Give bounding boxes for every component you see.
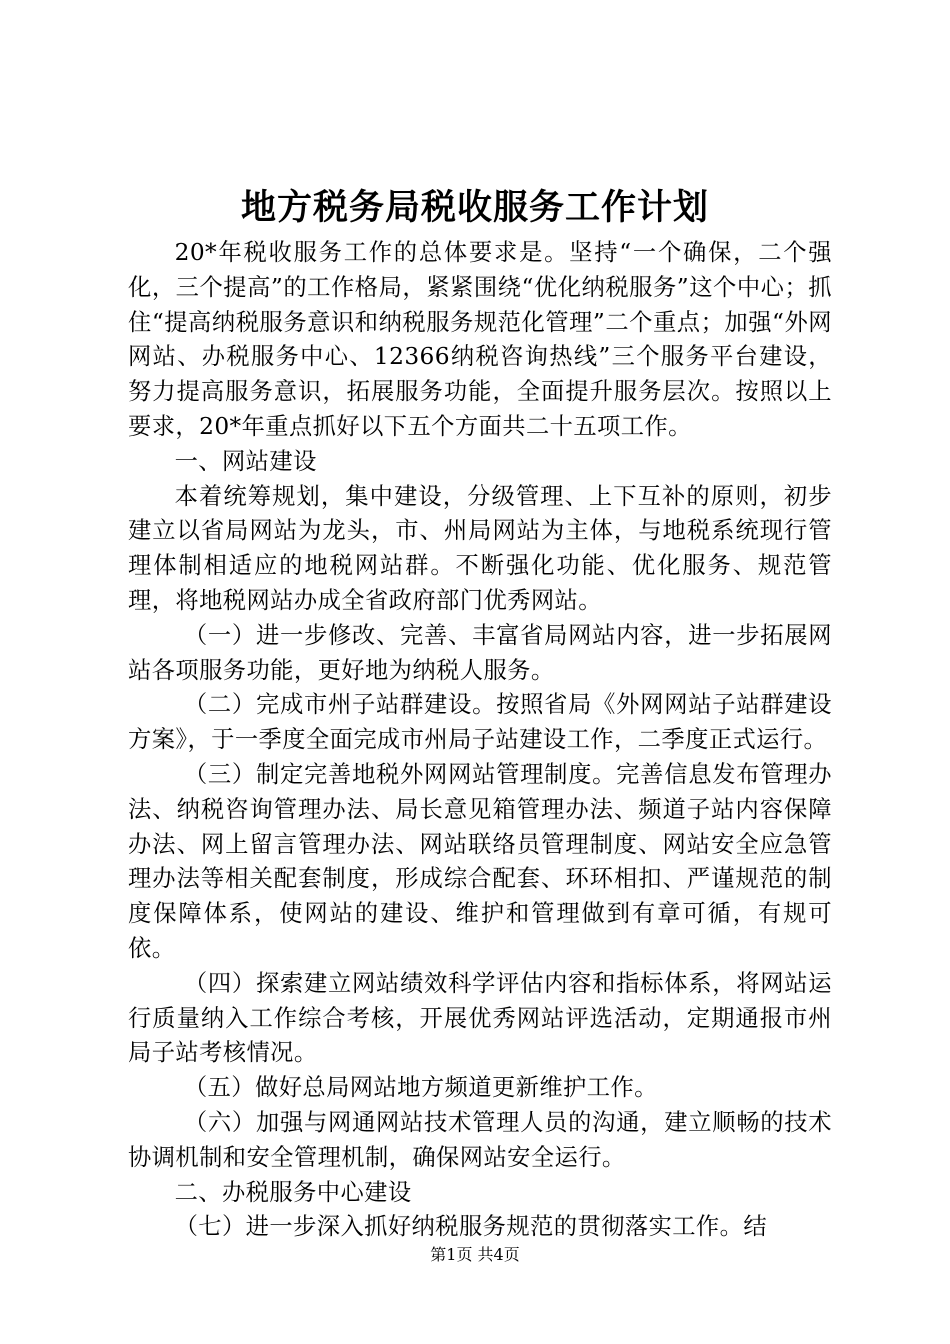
paragraph-item-7: （七）进一步深入抓好纳税服务规范的贯彻落实工作。结 [174,1213,768,1241]
paragraph-item-5: （五）做好总局网站地方频道更新维护工作。 [183,1074,658,1102]
paragraph-item-4: （四）探索建立网站绩效科学评估内容和指标体系，将网站运行质量纳入工作综合考核，开展优秀网站评选活动，定期通报市州局子站考核情况。 [128,969,832,1067]
section-heading-tax-service-center: 二、办税服务中心建设 [174,1178,412,1206]
document-body [128,236,832,1245]
paragraph-intro: 20*年税收服务工作的总体要求是。坚持“一个确保，二个强化，三个提高”的工作格局，紧紧围绕“优化纳税服务”这个中心；抓住“提高纳税服务意识和纳税服务规范化管理”二个重点；加强“外网网站、办税服务中心、12366纳税咨询热线”三个服务平台建设，努力提高服务意识，拓展服务功能，全面提升服务层次。按照以上要求，20*年重点抓好以下五个方面共二十五项工作。 [128,239,832,440]
document-title: 地方税务局税收服务工作计划 [240,187,709,228]
paragraph-item-3: （三）制定完善地税外网网站管理制度。完善信息发布管理办法、纳税咨询管理办法、局长意见箱管理办法、频道子站内容保障办法、网上留言管理办法、网站联络员管理制度、网站安全应急管理办法等相关配套制度，形成综合配套、环环相扣、严谨规范的制度保障体系，使网站的建设、维护和管理做到有章可循，有规可依。 [128,760,832,962]
paragraph-item-1: （一）进一步修改、完善、丰富省局网站内容，进一步拓展网站各项服务功能，更好地为纳税人服务。 [128,621,832,684]
section-heading-website: 一、网站建设 [174,447,317,475]
paragraph-website-principle: 本着统筹规划，集中建设，分级管理、上下互补的原则，初步建立以省局网站为龙头，市、州局网站为主体，与地税系统现行管理体制相适应的地税网站群。不断强化功能、优化服务、规范管理，将地税网站办成全省政府部门优秀网站。 [128,482,832,614]
paragraph-item-2: （二）完成市州子站群建设。按照省局《外网网站子站群建设方案》，于一季度全面完成市州局子站建设工作，二季度正式运行。 [128,691,832,754]
paragraph-item-6: （六）加强与网通网站技术管理人员的沟通，建立顺畅的技术协调机制和安全管理机制，确保网站安全运行。 [128,1108,832,1171]
page-footer: 第1页 共4页 [430,1245,520,1264]
